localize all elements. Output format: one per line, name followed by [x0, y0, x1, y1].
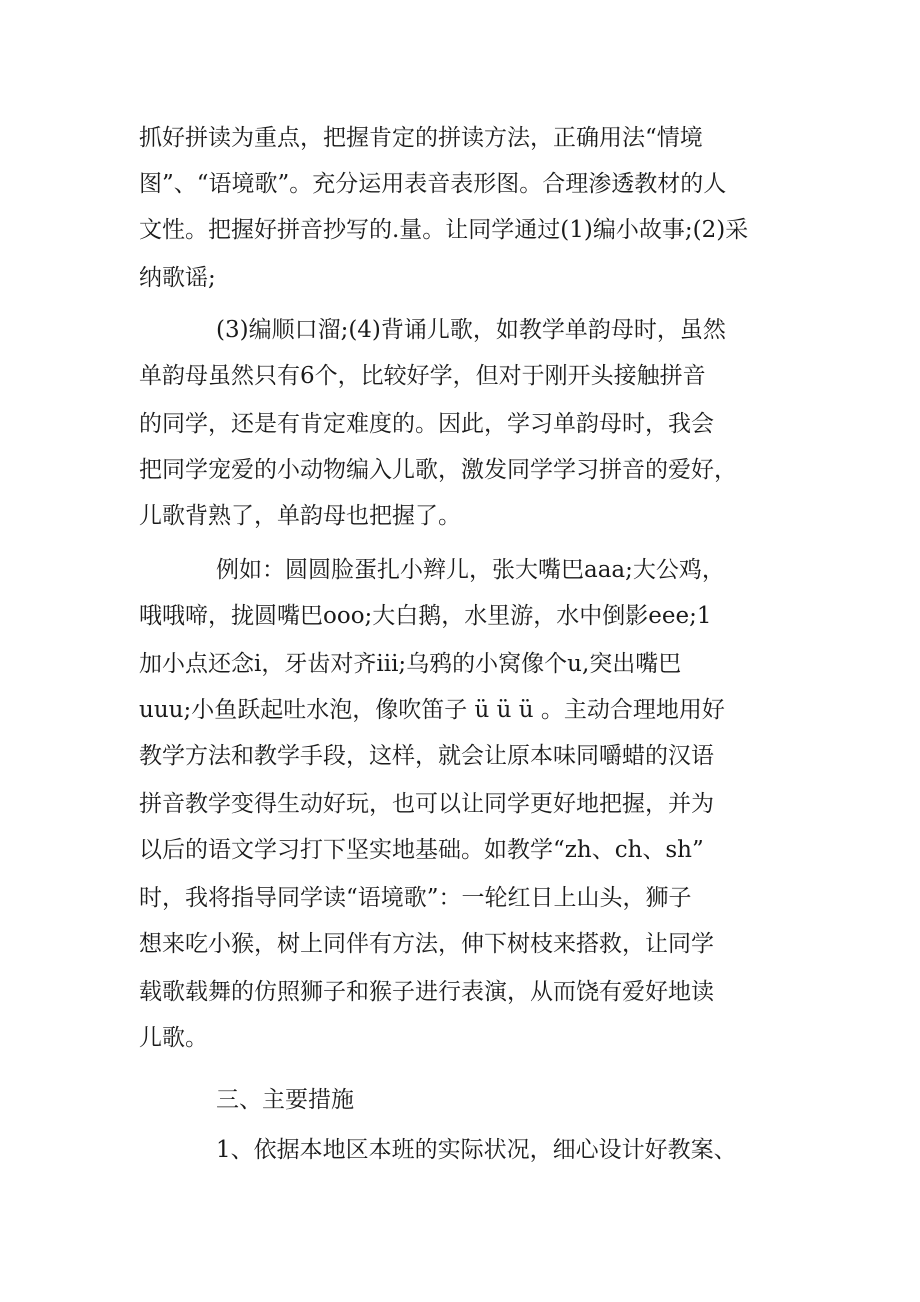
- text-line: 想来吃小猴，树上同伴有方法，伸下树枝来搭救，让同学: [139, 931, 714, 957]
- text-line: 纳歌谣;: [139, 265, 216, 291]
- text-line: 拼音教学变得生动好玩，也可以让同学更好地把握，并为: [139, 791, 714, 817]
- text-line: 载歌载舞的仿照狮子和猴子进行表演，从而饶有爱好地读: [139, 979, 714, 1005]
- text-line: 文性。把握好拼音抄写的.量。让同学通过(1)编小故事;(2)采: [139, 217, 749, 243]
- text-line: 1、依据本地区本班的实际状况，细心设计好教案、: [216, 1137, 737, 1163]
- text-line: 教学方法和教学手段，这样，就会让原本味同嚼蜡的汉语: [139, 743, 714, 769]
- text-line: 图”、“语境歌”。充分运用表音表形图。合理渗透教材的人: [139, 171, 727, 197]
- text-line: 时，我将指导同学读“语境歌”：一轮红日上山头，狮子: [139, 885, 692, 911]
- text-line: 抓好拼读为重点，把握肯定的拼读方法，正确用法“情境: [139, 125, 703, 151]
- text-line: 把同学宠爱的小动物编入儿歌，激发同学学习拼音的爱好，: [139, 457, 737, 483]
- text-line: 例如：圆圆脸蛋扎小辫儿，张大嘴巴aaa;大公鸡，: [216, 557, 725, 583]
- text-line: 哦哦啼，拢圆嘴巴ooo;大白鹅，水里游，水中倒影eee;1: [139, 603, 712, 629]
- text-line: 加小点还念i，牙齿对齐iii;乌鸦的小窝像个u,突出嘴巴: [139, 651, 682, 677]
- section-heading: 三、主要措施: [216, 1087, 354, 1113]
- text-line: uuu;小鱼跃起吐水泡，像吹笛子 ü ü ü 。主动合理地用好: [139, 697, 725, 723]
- text-line: (3)编顺口溜;(4)背诵儿歌，如教学单韵母时，虽然: [216, 317, 726, 343]
- text-line: 以后的语文学习打下坚实地基础。如教学“zh、ch、sh”: [139, 837, 704, 863]
- text-line: 儿歌。: [139, 1025, 208, 1051]
- text-line: 单韵母虽然只有6个，比较好学，但对于刚开头接触拼音: [139, 363, 706, 389]
- text-line: 的同学，还是有肯定难度的。因此，学习单韵母时，我会: [139, 411, 714, 437]
- text-line: 儿歌背熟了，单韵母也把握了。: [139, 503, 461, 529]
